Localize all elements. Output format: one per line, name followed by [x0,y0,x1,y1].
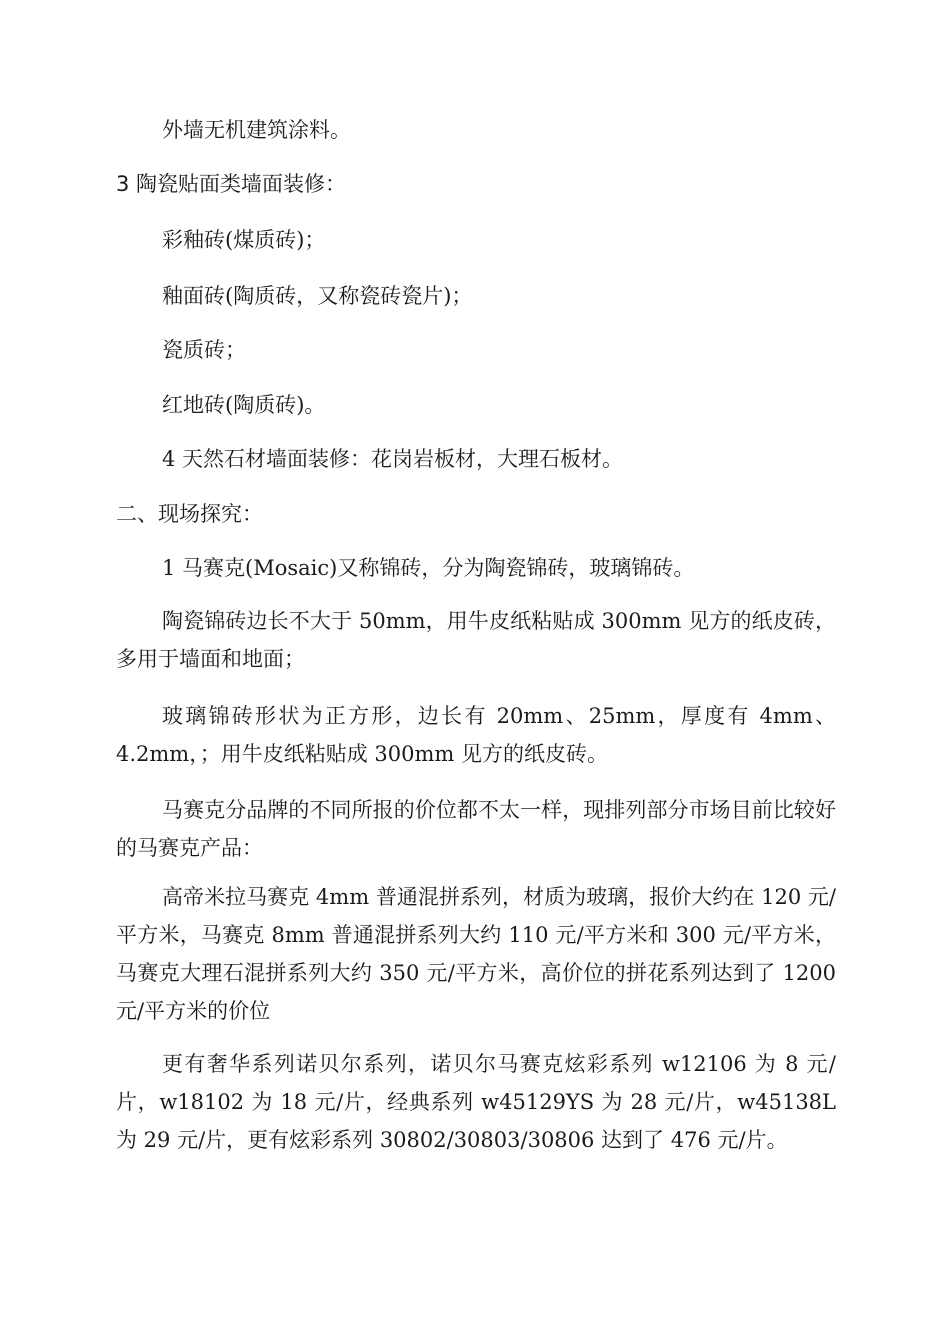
list-item: 瓷质砖； [162,338,246,362]
section-heading: 二、现场探究： [116,502,263,526]
list-item: 釉面砖(陶质砖，又称瓷砖瓷片)； [162,284,473,308]
text-line: 外墙无机建筑涂料。 [162,118,351,142]
list-item: 红地砖(陶质砖)。 [162,393,326,417]
section-heading: 3 陶瓷贴面类墙面装修： [116,172,347,196]
list-item: 4 天然石材墙面装修：花岗岩板材，大理石板材。 [162,447,624,471]
paragraph: 高帝米拉马赛克 4mm 普通混拼系列，材质为玻璃，报价大约在 120 元/平方米，马赛克 8mm 普通混拼系列大约 110 元/平方米和 300 元/平方米，马赛克大理石混拼系列大约 350 元/平方米，高价位的拼花系列达到了 1200 元/平方米的价位 [116,885,836,1023]
paragraph: 陶瓷锦砖边长不大于 50mm，用牛皮纸粘贴成 300mm 见方的纸皮砖，多用于墙面和地面； [116,609,836,671]
paragraph: 马赛克分品牌的不同所报的价位都不太一样，现排列部分市场目前比较好的马赛克产品： [116,798,836,860]
paragraph: 玻璃锦砖形状为正方形，边长有 20mm、25mm，厚度有 4mm、4.2mm，；用牛皮纸粘贴成 300mm 见方的纸皮砖。 [116,704,836,766]
text-line: 1 马赛克(Mosaic)又称锦砖，分为陶瓷锦砖，玻璃锦砖。 [162,556,695,580]
list-item: 彩釉砖(煤质砖)； [162,228,326,252]
paragraph: 更有奢华系列诺贝尔系列，诺贝尔马赛克炫彩系列 w12106 为 8 元/片，w18102 为 18 元/片，经典系列 w45129YS 为 28 元/片，w45138L 为 29 元/片，更有炫彩系列 30802/30803/30806 达到了 476 元/片。 [116,1052,836,1152]
